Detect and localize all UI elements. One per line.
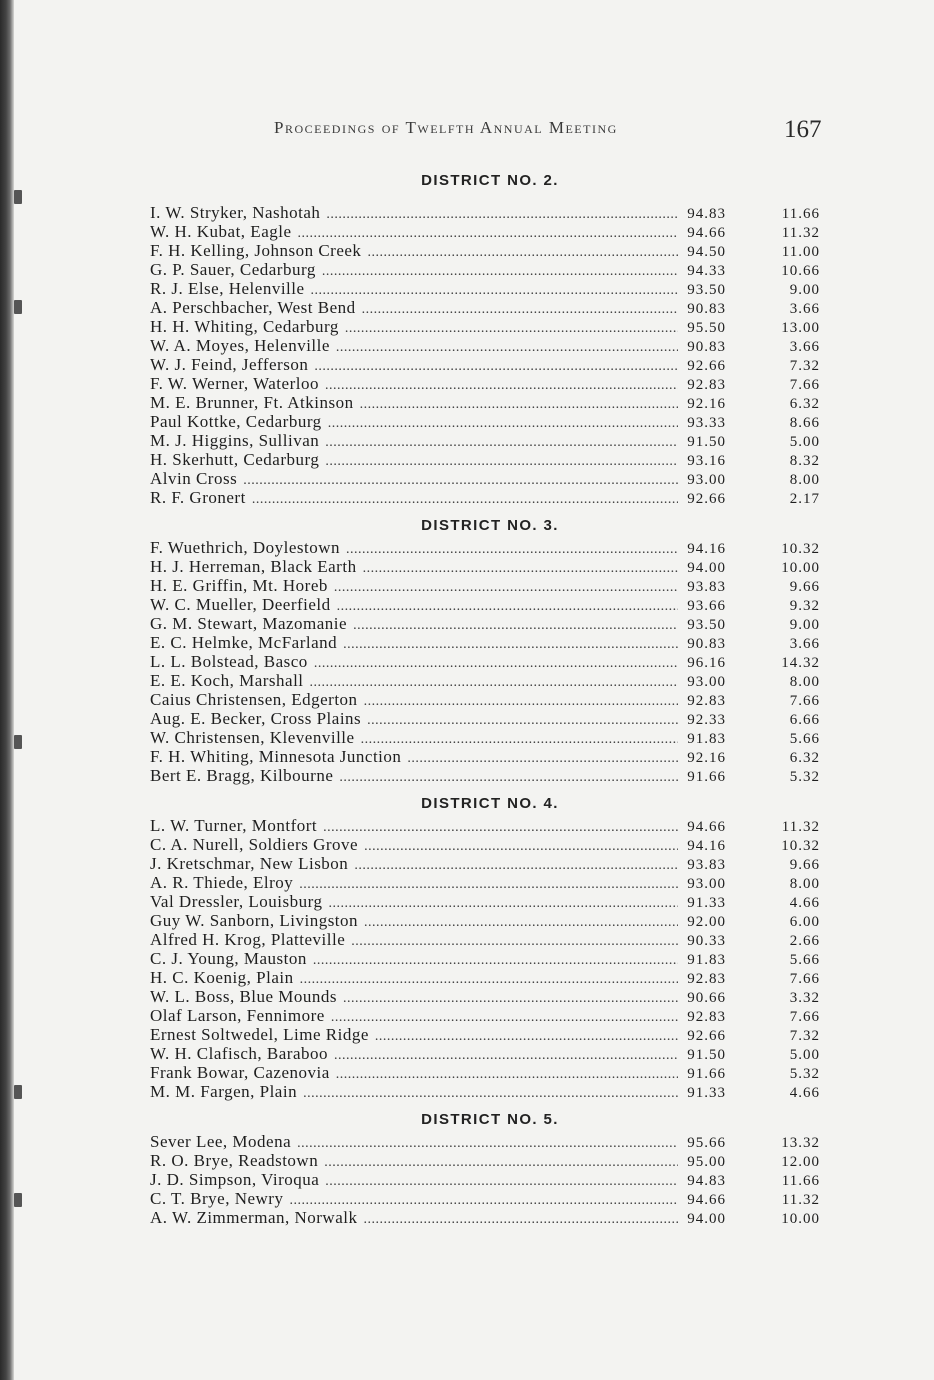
dot-leader <box>364 837 678 856</box>
spine-mark <box>14 190 22 204</box>
dot-leader <box>328 414 678 433</box>
dot-leader <box>336 338 678 357</box>
entry-score: 94.00 <box>687 1211 726 1227</box>
entry-bonus: 5.00 <box>789 434 820 450</box>
entry-score: 93.83 <box>687 857 726 873</box>
entry-name: H. E. Griffin, Mt. Horeb <box>150 576 328 595</box>
entry-score: 91.33 <box>687 1085 726 1101</box>
entry-score: 91.66 <box>687 1066 726 1082</box>
entry-row <box>150 538 830 557</box>
entry-bonus: 7.66 <box>789 1009 820 1025</box>
entry-name: Paul Kottke, Cedarburg <box>150 412 322 431</box>
entry-row <box>150 816 830 835</box>
dot-leader <box>311 281 678 300</box>
entry-row <box>150 393 830 412</box>
entry-name: C. J. Young, Mauston <box>150 949 307 968</box>
entry-bonus: 6.32 <box>789 750 820 766</box>
entry-score: 93.00 <box>687 876 726 892</box>
entry-name: W. H. Clafisch, Baraboo <box>150 1044 329 1063</box>
dot-leader <box>345 319 678 338</box>
entry-name: Ernest Soltwedel, Lime Ridge <box>150 1025 369 1044</box>
entry-name: H. Skerhutt, Cedarburg <box>150 450 320 469</box>
dot-leader <box>363 1210 678 1229</box>
entry-bonus: 9.32 <box>789 598 820 614</box>
entry-bonus: 10.00 <box>781 560 820 576</box>
entry-name: L. L. Bolstead, Basco <box>150 652 308 671</box>
entry-name: G. M. Stewart, Mazomanie <box>150 614 348 633</box>
entry-bonus: 8.00 <box>789 472 820 488</box>
entry-name: F. W. Werner, Waterloo <box>150 374 319 393</box>
entry-name: M. E. Brunner, Ft. Atkinson <box>150 393 354 412</box>
entry-score: 95.50 <box>687 320 726 336</box>
dot-leader <box>297 1134 678 1153</box>
entry-row <box>150 431 830 450</box>
entry-score: 94.66 <box>687 225 726 241</box>
entry-bonus: 5.66 <box>789 731 820 747</box>
entry-score: 92.83 <box>687 971 726 987</box>
entry-name: I. W. Stryker, Nashotah <box>150 203 321 222</box>
entry-bonus: 10.00 <box>781 1211 820 1227</box>
entry-score: 95.66 <box>687 1135 726 1151</box>
entry-row <box>150 557 830 576</box>
book-page <box>150 0 830 1380</box>
entry-name: E. C. Helmke, McFarland <box>150 633 338 652</box>
entry-name: Val Dressler, Louisburg <box>150 892 323 911</box>
entry-name: J. Kretschmar, New Lisbon <box>150 854 349 873</box>
entry-bonus: 9.66 <box>789 857 820 873</box>
entry-score: 90.83 <box>687 636 726 652</box>
dot-leader <box>314 357 678 376</box>
entry-score: 94.66 <box>687 819 726 835</box>
entry-name: Sever Lee, Modena <box>150 1132 292 1151</box>
entry-score: 94.16 <box>687 541 726 557</box>
entry-name: W. A. Moyes, Helenville <box>150 336 330 355</box>
entry-row <box>150 336 830 355</box>
dot-leader <box>407 749 678 768</box>
entry-score: 92.16 <box>687 396 726 412</box>
entry-name: A. Perschbacher, West Bend <box>150 298 356 317</box>
entry-bonus: 7.32 <box>789 358 820 374</box>
entry-row <box>150 690 830 709</box>
entry-score: 94.16 <box>687 838 726 854</box>
entry-row <box>150 987 830 1006</box>
entry-row <box>150 241 830 260</box>
entry-bonus: 11.32 <box>781 225 820 241</box>
entry-row <box>150 1189 830 1208</box>
district-section <box>150 169 830 507</box>
results-listing <box>150 169 830 1234</box>
dot-leader <box>343 989 678 1008</box>
dot-leader <box>299 875 678 894</box>
entry-name: W. C. Mueller, Deerfield <box>150 595 331 614</box>
entry-bonus: 14.32 <box>781 655 820 671</box>
entry-name: M. J. Higgins, Sullivan <box>150 431 320 450</box>
entry-score: 91.50 <box>687 434 726 450</box>
entry-row <box>150 728 830 747</box>
entry-name: E. E. Koch, Marshall <box>150 671 304 690</box>
spine-mark <box>14 1085 22 1099</box>
entry-score: 94.66 <box>687 1192 726 1208</box>
entry-row <box>150 450 830 469</box>
entry-name: Olaf Larson, Fennimore <box>150 1006 325 1025</box>
dot-leader <box>361 730 678 749</box>
entry-name: A. R. Thiede, Elroy <box>150 873 294 892</box>
entry-bonus: 7.66 <box>789 971 820 987</box>
entry-row <box>150 1006 830 1025</box>
entry-name: Alvin Cross <box>150 469 238 488</box>
entry-row <box>150 614 830 633</box>
entry-score: 92.66 <box>687 491 726 507</box>
entry-bonus: 9.66 <box>789 579 820 595</box>
entry-bonus: 10.32 <box>781 541 820 557</box>
entry-bonus: 2.17 <box>789 491 820 507</box>
entry-bonus: 4.66 <box>789 1085 820 1101</box>
spine-mark <box>14 735 22 749</box>
dot-leader <box>243 471 678 490</box>
entry-score: 92.83 <box>687 377 726 393</box>
entry-bonus: 8.32 <box>789 453 820 469</box>
entry-name: G. P. Sauer, Cedarburg <box>150 260 316 279</box>
entry-score: 93.33 <box>687 415 726 431</box>
entry-bonus: 7.66 <box>789 377 820 393</box>
entry-score: 94.83 <box>687 206 726 222</box>
entry-row <box>150 595 830 614</box>
district-section <box>150 514 830 785</box>
entry-bonus: 13.32 <box>781 1135 820 1151</box>
entry-bonus: 4.66 <box>789 895 820 911</box>
entry-score: 92.66 <box>687 1028 726 1044</box>
entry-name: R. J. Else, Helenville <box>150 279 305 298</box>
entry-row <box>150 835 830 854</box>
entry-row <box>150 1151 830 1170</box>
entry-name: C. T. Brye, Newry <box>150 1189 284 1208</box>
entry-bonus: 11.66 <box>781 206 820 222</box>
entry-bonus: 12.00 <box>781 1154 820 1170</box>
entry-name: F. H. Kelling, Johnson Creek <box>150 241 362 260</box>
entry-score: 94.83 <box>687 1173 726 1189</box>
entry-bonus: 8.00 <box>789 674 820 690</box>
dot-leader <box>334 578 678 597</box>
entry-name: M. M. Fargen, Plain <box>150 1082 298 1101</box>
entry-score: 91.83 <box>687 952 726 968</box>
entry-name: Aug. E. Becker, Cross Plains <box>150 709 362 728</box>
dot-leader <box>337 597 678 616</box>
dot-leader <box>252 490 678 509</box>
entry-row <box>150 1132 830 1151</box>
entry-row <box>150 1025 830 1044</box>
entry-score: 93.50 <box>687 617 726 633</box>
entry-score: 92.33 <box>687 712 726 728</box>
dot-leader <box>326 205 678 224</box>
dot-leader <box>375 1027 678 1046</box>
entry-score: 90.33 <box>687 933 726 949</box>
entry-name: Frank Bowar, Cazenovia <box>150 1063 330 1082</box>
entry-row <box>150 1044 830 1063</box>
entry-score: 93.00 <box>687 472 726 488</box>
entry-score: 91.33 <box>687 895 726 911</box>
entry-bonus: 7.66 <box>789 693 820 709</box>
entry-bonus: 10.66 <box>781 263 820 279</box>
entry-score: 92.83 <box>687 1009 726 1025</box>
spine-mark <box>14 300 22 314</box>
entry-row <box>150 873 830 892</box>
district-section <box>150 792 830 1101</box>
entry-bonus: 5.00 <box>789 1047 820 1063</box>
entry-row <box>150 671 830 690</box>
entry-name: H. J. Herreman, Black Earth <box>150 557 357 576</box>
entry-score: 94.50 <box>687 244 726 260</box>
entry-bonus: 8.00 <box>789 876 820 892</box>
entry-bonus: 3.32 <box>789 990 820 1006</box>
entry-bonus: 6.32 <box>789 396 820 412</box>
entry-bonus: 6.00 <box>789 914 820 930</box>
entry-row <box>150 412 830 431</box>
dot-leader <box>367 711 678 730</box>
dot-leader <box>367 243 678 262</box>
dot-leader <box>343 635 678 654</box>
dot-leader <box>322 262 678 281</box>
entry-row <box>150 374 830 393</box>
dot-leader <box>325 452 678 471</box>
dot-leader <box>303 1084 678 1103</box>
entry-bonus: 11.32 <box>781 819 820 835</box>
entry-score: 91.50 <box>687 1047 726 1063</box>
entry-name: Alfred H. Krog, Platteville <box>150 930 346 949</box>
dot-leader <box>323 818 678 837</box>
entry-row <box>150 298 830 317</box>
entry-bonus: 5.66 <box>789 952 820 968</box>
entry-name: W. J. Feind, Jefferson <box>150 355 309 374</box>
entry-score: 91.83 <box>687 731 726 747</box>
dot-leader <box>331 1008 678 1027</box>
entry-score: 93.66 <box>687 598 726 614</box>
dot-leader <box>364 692 678 711</box>
entry-score: 94.00 <box>687 560 726 576</box>
district-section <box>150 1108 830 1227</box>
dot-leader <box>325 376 678 395</box>
entry-name: R. O. Brye, Readstown <box>150 1151 319 1170</box>
entry-row <box>150 911 830 930</box>
entry-row <box>150 222 830 241</box>
entry-name: F. H. Whiting, Minnesota Junction <box>150 747 402 766</box>
entry-name: L. W. Turner, Montfort <box>150 816 318 835</box>
district-title: DISTRICT NO. 5. <box>421 1111 559 1128</box>
dot-leader <box>324 1153 678 1172</box>
entry-bonus: 9.00 <box>789 617 820 633</box>
entry-row <box>150 469 830 488</box>
entry-name: C. A. Nurell, Soldiers Grove <box>150 835 359 854</box>
entry-score: 91.66 <box>687 769 726 785</box>
entry-score: 90.66 <box>687 990 726 1006</box>
district-title: DISTRICT NO. 2. <box>421 172 559 189</box>
dot-leader <box>325 1172 678 1191</box>
entry-score: 93.00 <box>687 674 726 690</box>
entry-bonus: 2.66 <box>789 933 820 949</box>
dot-leader <box>351 932 678 951</box>
entry-name: Caius Christensen, Edgerton <box>150 690 358 709</box>
dot-leader <box>339 768 678 787</box>
entry-row <box>150 317 830 336</box>
entry-row <box>150 576 830 595</box>
entry-row <box>150 854 830 873</box>
entry-row <box>150 203 830 222</box>
entry-score: 93.50 <box>687 282 726 298</box>
entry-name: W. L. Boss, Blue Mounds <box>150 987 338 1006</box>
dot-leader <box>336 1065 678 1084</box>
district-title: DISTRICT NO. 4. <box>421 795 559 812</box>
entry-score: 94.33 <box>687 263 726 279</box>
entry-bonus: 3.66 <box>789 636 820 652</box>
dot-leader <box>346 540 678 559</box>
page-number: 167 <box>784 116 822 143</box>
entry-row <box>150 1082 830 1101</box>
entry-bonus: 11.00 <box>781 244 820 260</box>
entry-name: Bert E. Bragg, Kilbourne <box>150 766 334 785</box>
entry-name: R. F. Gronert <box>150 488 246 507</box>
dot-leader <box>354 856 678 875</box>
entry-row <box>150 260 830 279</box>
district-title: DISTRICT NO. 3. <box>421 517 559 534</box>
entry-bonus: 8.66 <box>789 415 820 431</box>
entry-row <box>150 709 830 728</box>
entry-score: 90.83 <box>687 339 726 355</box>
entry-bonus: 5.32 <box>789 1066 820 1082</box>
entry-row <box>150 488 830 507</box>
entry-bonus: 9.00 <box>789 282 820 298</box>
dot-leader <box>310 673 678 692</box>
entry-score: 92.66 <box>687 358 726 374</box>
entry-bonus: 11.32 <box>781 1192 820 1208</box>
dot-leader <box>300 970 678 989</box>
entry-name: A. W. Zimmerman, Norwalk <box>150 1208 358 1227</box>
entry-score: 95.00 <box>687 1154 726 1170</box>
dot-leader <box>363 559 678 578</box>
dot-leader <box>353 616 678 635</box>
entry-row <box>150 1208 830 1227</box>
entry-bonus: 10.32 <box>781 838 820 854</box>
entry-row <box>150 633 830 652</box>
dot-leader <box>334 1046 678 1065</box>
dot-leader <box>314 654 678 673</box>
entry-name: F. Wuethrich, Doylestown <box>150 538 341 557</box>
entry-name: H. H. Whiting, Cedarburg <box>150 317 339 336</box>
entry-score: 92.83 <box>687 693 726 709</box>
entry-row <box>150 892 830 911</box>
entry-row <box>150 279 830 298</box>
entry-score: 93.16 <box>687 453 726 469</box>
entry-bonus: 5.32 <box>789 769 820 785</box>
entry-score: 90.83 <box>687 301 726 317</box>
dot-leader <box>364 913 678 932</box>
entry-row <box>150 766 830 785</box>
entry-row <box>150 652 830 671</box>
entry-name: Guy W. Sanborn, Livingston <box>150 911 359 930</box>
entry-score: 96.16 <box>687 655 726 671</box>
dot-leader <box>313 951 678 970</box>
entry-row <box>150 355 830 374</box>
entry-bonus: 6.66 <box>789 712 820 728</box>
entry-name: J. D. Simpson, Viroqua <box>150 1170 320 1189</box>
entry-bonus: 3.66 <box>789 339 820 355</box>
entry-bonus: 7.32 <box>789 1028 820 1044</box>
entry-score: 93.83 <box>687 579 726 595</box>
entry-score: 92.00 <box>687 914 726 930</box>
entry-row <box>150 1170 830 1189</box>
entry-row <box>150 949 830 968</box>
entry-row <box>150 747 830 766</box>
entry-name: H. C. Koenig, Plain <box>150 968 294 987</box>
dot-leader <box>360 395 678 414</box>
dot-leader <box>328 894 678 913</box>
entry-bonus: 13.00 <box>781 320 820 336</box>
entry-row <box>150 930 830 949</box>
entry-bonus: 11.66 <box>781 1173 820 1189</box>
book-spine-shadow <box>0 0 14 1380</box>
dot-leader <box>325 433 678 452</box>
entry-row <box>150 1063 830 1082</box>
entry-score: 92.16 <box>687 750 726 766</box>
entry-row <box>150 968 830 987</box>
entry-name: W. H. Kubat, Eagle <box>150 222 292 241</box>
entry-bonus: 3.66 <box>789 301 820 317</box>
dot-leader <box>362 300 678 319</box>
entry-name: W. Christensen, Klevenville <box>150 728 355 747</box>
running-head: Proceedings of Twelfth Annual Meeting <box>274 118 618 137</box>
spine-mark <box>14 1193 22 1207</box>
